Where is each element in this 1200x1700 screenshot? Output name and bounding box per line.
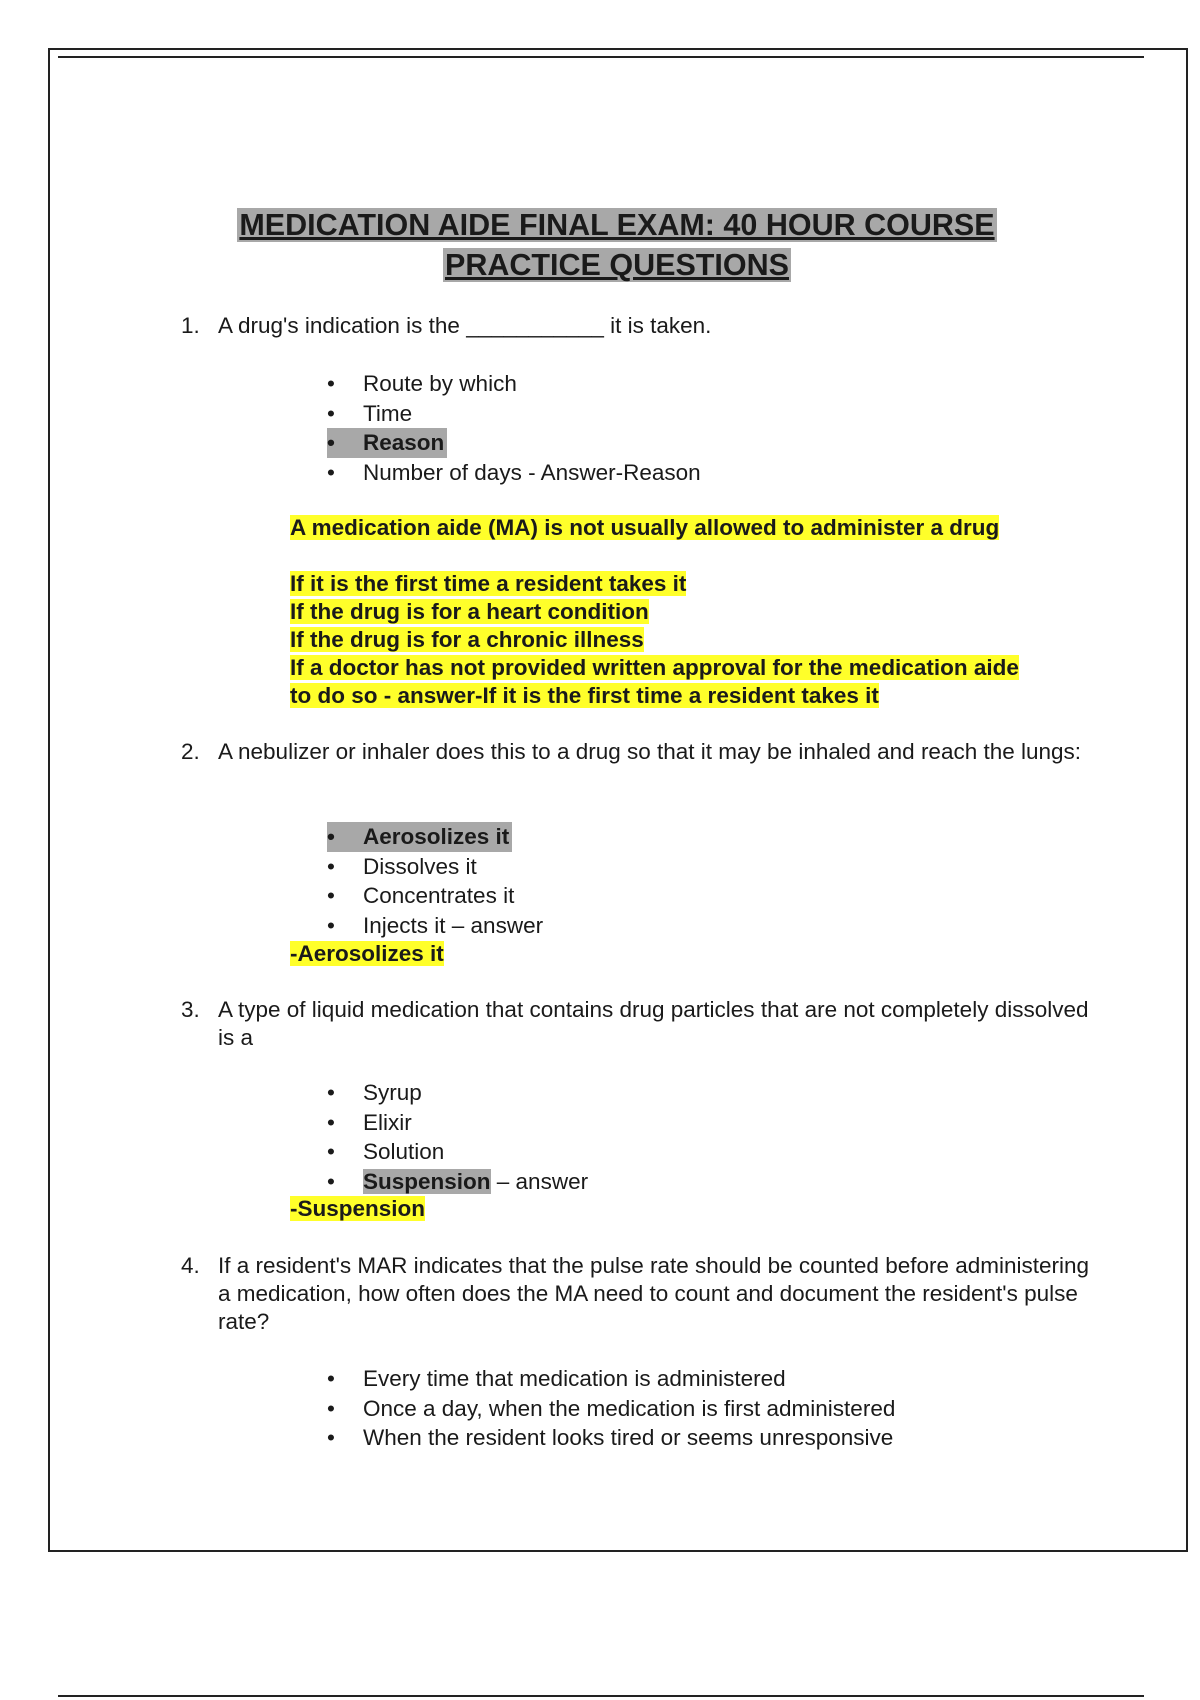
question-text: A nebulizer or inhaler does this to a drug so that it may be inhaled and reach the lungs: (218, 739, 1082, 764)
question-text: A drug's indication is the ___________ it is taken. (218, 313, 712, 338)
option: • Route by which (327, 369, 701, 399)
selected-option-text: Suspension (363, 1168, 491, 1194)
option: • Time (327, 399, 701, 429)
option-suffix: – answer (490, 1168, 589, 1194)
answer-label: -Suspension (290, 1196, 426, 1221)
option-selected: • Aerosolizes it (327, 822, 512, 852)
option: • Solution (327, 1137, 588, 1167)
option: • Elixir (327, 1108, 588, 1138)
note-line: If it is the first time a resident takes it (290, 571, 687, 596)
question-4 (181, 1252, 1098, 1336)
question-text: A type of liquid medication that contains drug particles that are not completely dissolved is a (218, 997, 1089, 1050)
header-rule (58, 56, 1144, 58)
option-selected: • Reason (327, 428, 447, 458)
question-text: If a resident's MAR indicates that the pulse rate should be counted before administering a medication, how often does the MA need to count and document the resident's pulse rate? (218, 1253, 1090, 1334)
option: • Once a day, when the medication is first administered (327, 1394, 895, 1424)
question-number: 2. (181, 739, 200, 764)
question-4-options (327, 1364, 895, 1453)
note-line: If a doctor has not provided written approval for the medication aide (290, 655, 1019, 680)
option: • Concentrates it (327, 881, 543, 911)
question-2-options (327, 822, 543, 940)
option: • Syrup (327, 1078, 588, 1108)
option: • Dissolves it (327, 852, 543, 882)
question-1-options (327, 369, 701, 487)
question-3 (181, 996, 1098, 1052)
question-2 (181, 738, 1098, 766)
option: • Injects it – answer (327, 911, 543, 941)
question-number: 4. (181, 1253, 200, 1278)
note-list (290, 570, 1019, 710)
question-1 (181, 312, 1098, 340)
option: • Number of days - Answer-Reason (327, 458, 701, 488)
question-3-options (327, 1078, 588, 1196)
option: • Every time that medication is administered (327, 1364, 895, 1394)
title-line-2: PRACTICE QUESTIONS (444, 248, 789, 282)
note-heading: A medication aide (MA) is not usually allowed to administer a drug (290, 515, 1000, 540)
note-line: to do so - answer-If it is the first time a resident takes it (290, 683, 879, 708)
note-line: If the drug is for a chronic illness (290, 627, 644, 652)
question-number: 1. (181, 313, 200, 338)
answer-label: -Aerosolizes it (290, 941, 444, 966)
question-number: 3. (181, 997, 200, 1022)
note-line: If the drug is for a heart condition (290, 599, 649, 624)
option-selected (327, 1167, 588, 1197)
title-line-1: MEDICATION AIDE FINAL EXAM: 40 HOUR COURSE (239, 208, 995, 242)
option: • When the resident looks tired or seems unresponsive (327, 1423, 895, 1453)
page-title (0, 205, 1200, 285)
footer-rule (58, 1695, 1144, 1697)
